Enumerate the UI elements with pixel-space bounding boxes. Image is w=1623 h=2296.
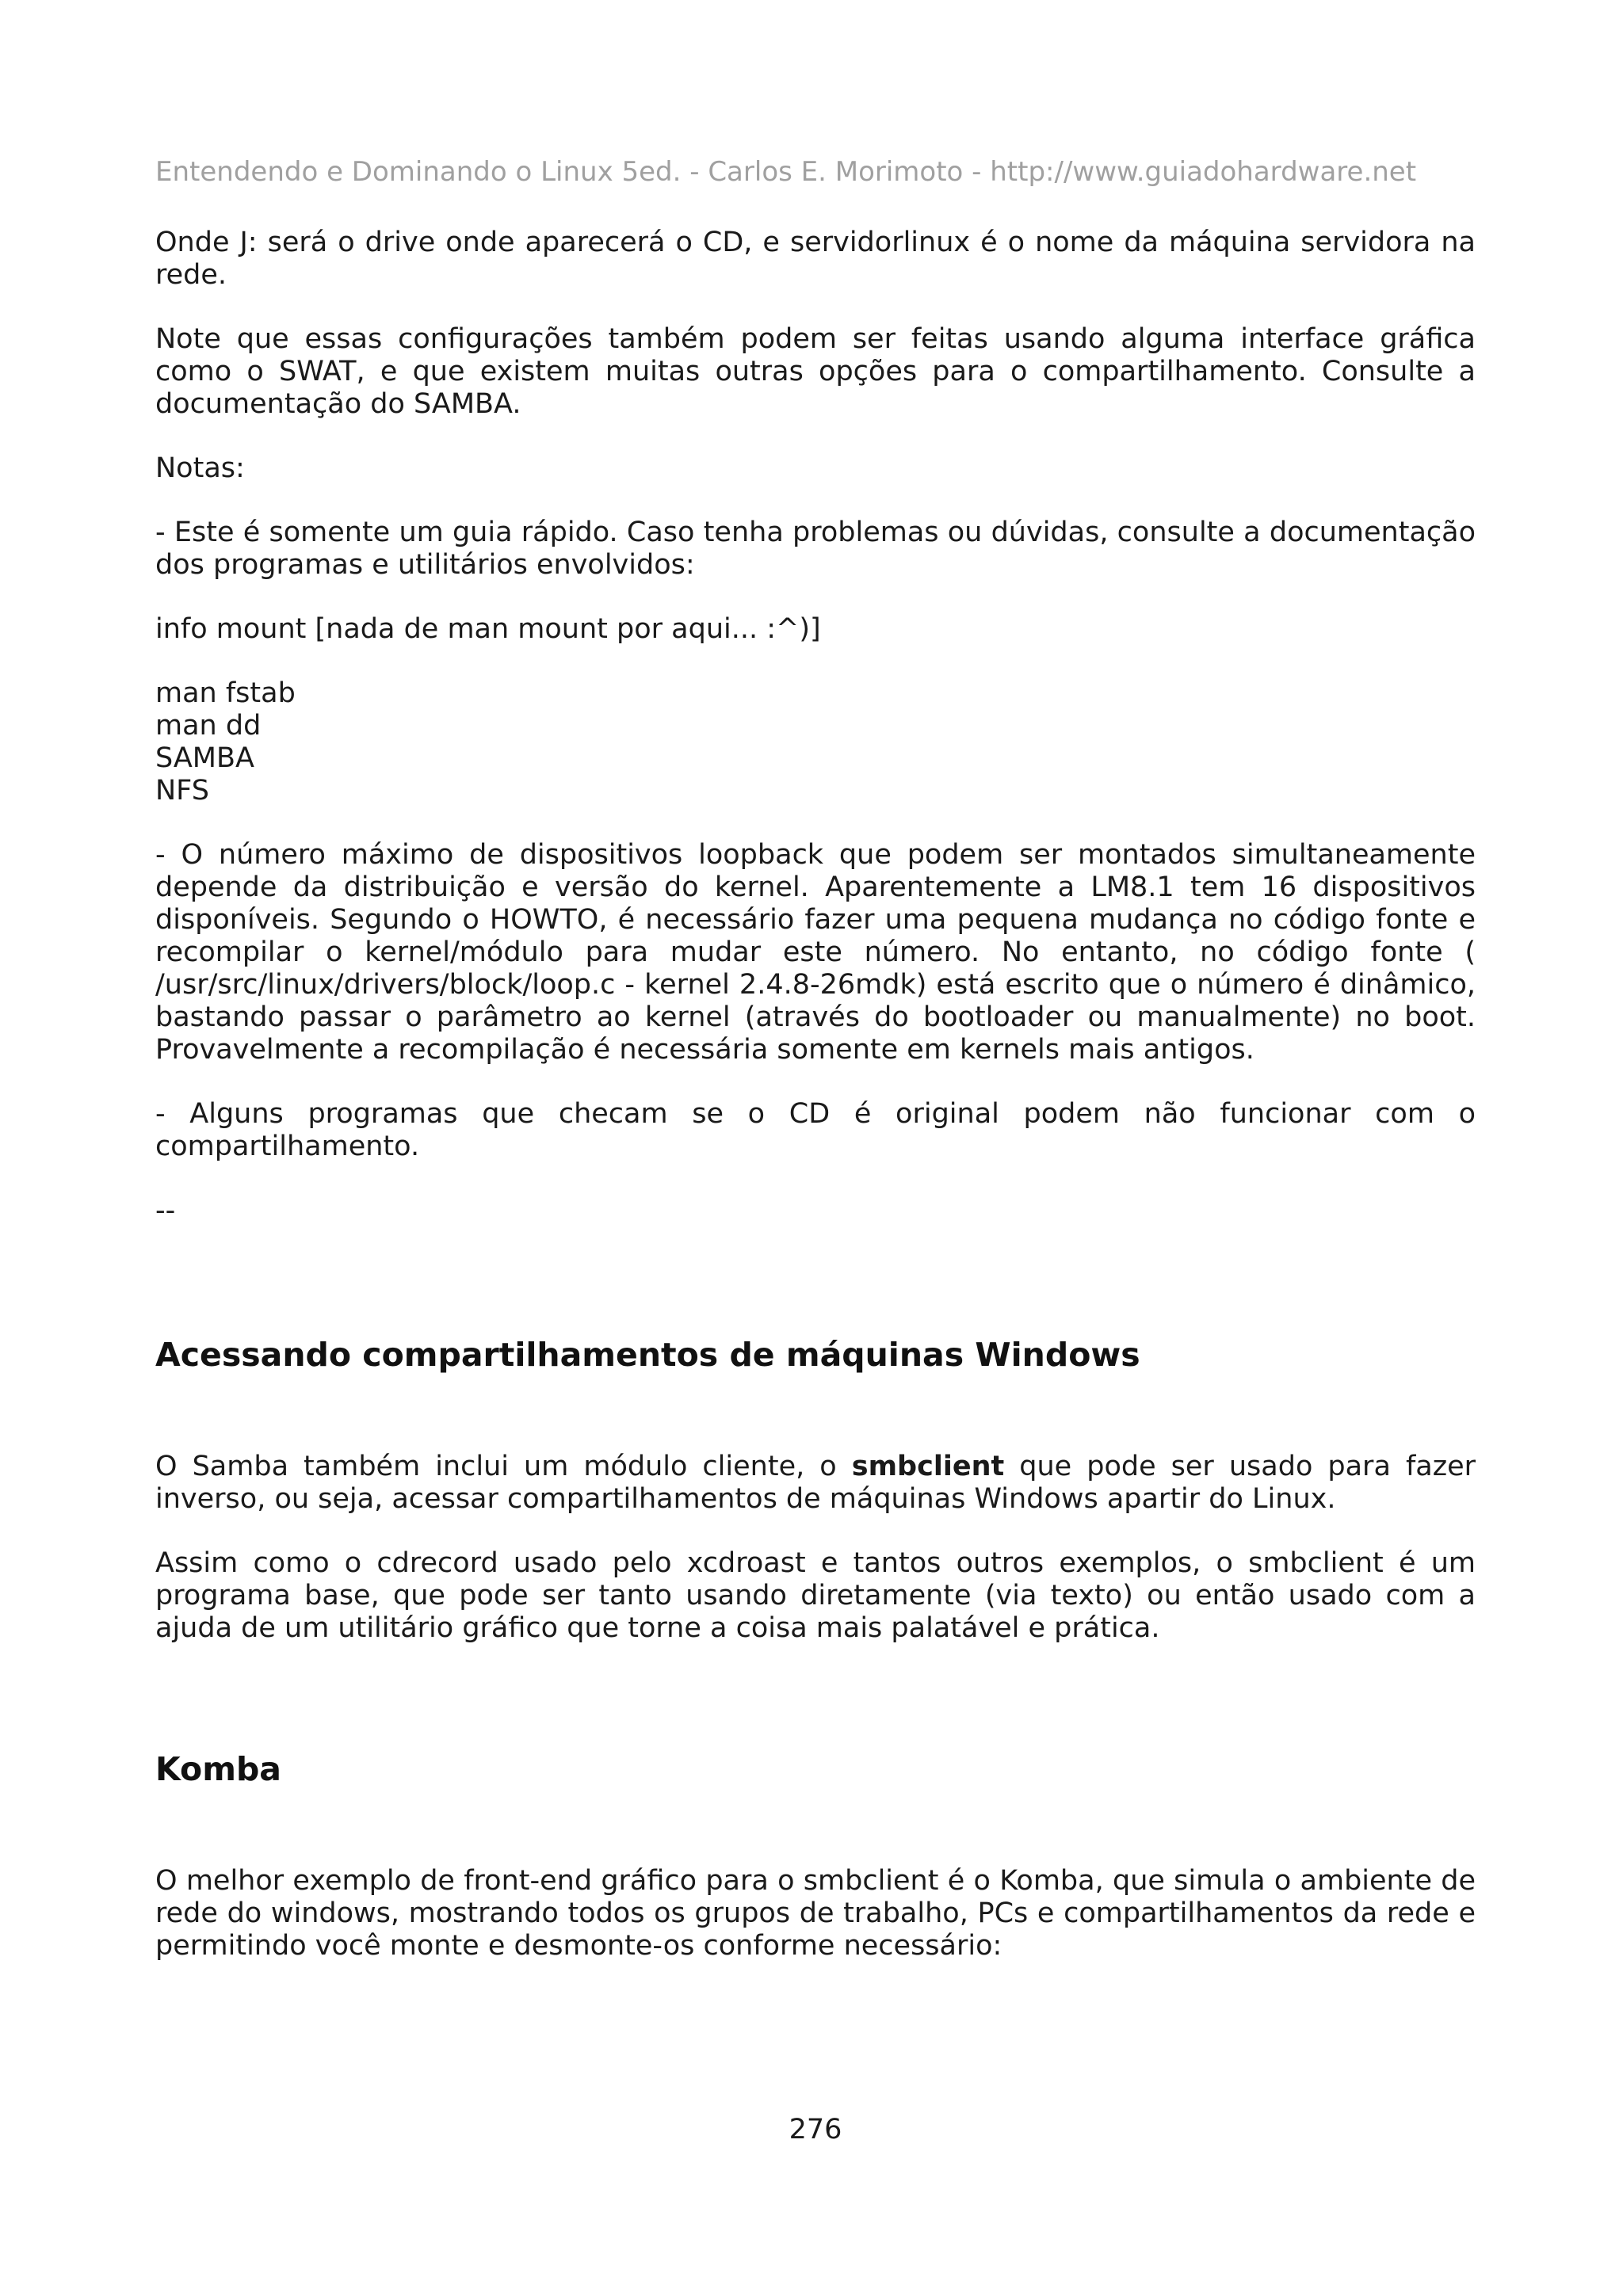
reference-item: man fstab [155,677,296,709]
running-header: Entendendo e Dominando o Linux 5ed. - Carlos E. Morimoto - http://www.guiadohardware.net [155,156,1417,188]
paragraph-quick-guide: - Este é somente um guia rápido. Caso tenha problemas ou dúvidas, consulte a documentação dos programas e utilitários envolvidos: [155,517,1476,581]
smbclient-bold: smbclient [851,1451,1005,1482]
text-span: O Samba também inclui um módulo cliente, o [155,1451,852,1482]
body-text [155,227,1476,1994]
paragraph-info-mount: info mount [nada de man mount por aqui... :^)] [155,613,821,645]
paragraph-drive-note: Onde J: será o drive onde aparecerá o CD, e servidorlinux é o nome da máquina servidora na rede. [155,227,1476,291]
paragraph-komba: O melhor exemplo de front-end gráfico para o smbclient é o Komba, que simula o ambiente de rede do windows, mostrando todos os grupos de trabalho, PCs e compartilhamentos da rede e permitindo você monte e desmonte-os conforme necessário: [155,1865,1476,1962]
paragraph-cdrecord: Assim como o cdrecord usado pelo xcdroast e tantos outros exemplos, o smbclient é um programa base, que pode ser tanto usando diretamente (via texto) ou então usado com a ajuda de um utilitário gráfico que torne a coisa mais palatável e prática. [155,1547,1476,1644]
paragraph-loopback: - O número máximo de dispositivos loopback que podem ser montados simultaneamente depende da distribuição e versão do kernel. Aparentemente a LM8.1 tem 16 dispositivos disponíveis. Segundo o HOWTO, é necessário fazer uma pequena mudança no código fonte e recompilar o kernel/módulo para mudar este número. No entanto, no código fonte ( /usr/src/linux/drivers/block/loop.c - kernel 2.4.8-26mdk) está escrito que o número é dinâmico, bastando passar o parâmetro ao kernel (através do bootloader ou manualmente) no boot. Provavelmente a recompilação é necessária somente em kernels mais antigos. [155,839,1476,1066]
page-number: 276 [789,2114,842,2145]
paragraph-smbclient [155,1451,1476,1516]
paragraph-cd-original: - Alguns programas que checam se o CD é original podem não funcionar com o compartilhamento. [155,1098,1476,1162]
text-span: que pode ser usado para fazer inverso, ou seja, acessar compartilhamentos de máquinas Windows apartir do Linux. [155,1451,1476,1515]
paragraph-swat-note: Note que essas configurações também podem ser feitas usando alguma interface gráfica como o SWAT, e que existem muitas outras opções para o compartilhamento. Consulte a documentação do SAMBA. [155,323,1476,420]
reference-list [155,677,1476,807]
document-page [155,0,1476,2296]
reference-item: man dd [155,710,262,742]
paragraph-notas-label: Notas: [155,452,245,484]
separator: -- [155,1195,176,1226]
reference-item: SAMBA [155,742,254,774]
section-heading-windows-shares: Acessando compartilhamentos de máquinas Windows [155,1336,1140,1374]
reference-item: NFS [155,775,209,807]
section-heading-komba: Komba [155,1750,281,1788]
